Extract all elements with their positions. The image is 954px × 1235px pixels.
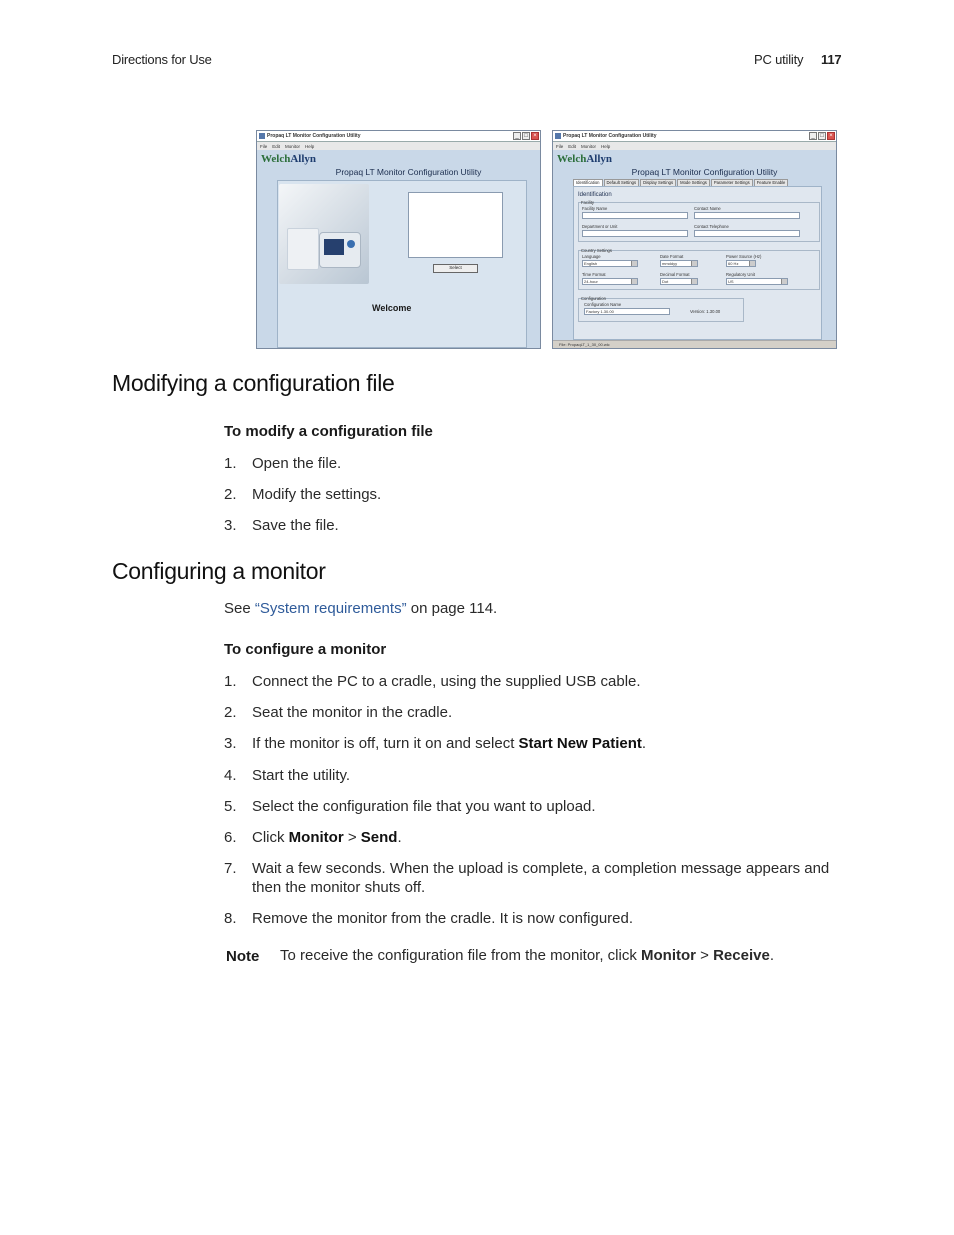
send-menu-term: Send	[360, 829, 398, 846]
logo-part-b: Allyn	[290, 153, 317, 165]
status-bar: File: PropaqLT_1_30_00.wlc	[553, 340, 836, 348]
see-reference	[224, 600, 497, 617]
list-item	[224, 672, 834, 691]
welch-allyn-logo	[261, 153, 316, 165]
menu-help: Help	[305, 143, 315, 149]
menu-edit: Edit	[568, 143, 577, 149]
time-format-label: Time Format	[582, 272, 606, 277]
department-field	[582, 230, 688, 237]
configuration-name-field: Factory 1.30.00	[584, 308, 670, 315]
step-number: 2.	[224, 704, 237, 721]
see-suffix: on page 114.	[406, 600, 498, 617]
window-body	[257, 150, 540, 348]
tab-display-settings: Display Settings	[640, 179, 676, 186]
step-number: 6.	[224, 829, 237, 846]
list-item	[224, 485, 834, 504]
logo-part-b: Allyn	[586, 153, 613, 165]
step-text: Start the utility.	[252, 767, 351, 784]
menu-monitor: Monitor	[285, 143, 301, 149]
tab-default-settings: Default Settings	[604, 179, 640, 186]
note-label: Note	[226, 948, 260, 965]
monitor-menu-term: Monitor	[288, 829, 344, 846]
step-text: Wait a few seconds. When the upload is complete, a completion message appears and then the monitor shuts off.	[252, 860, 830, 896]
contact-name-label: Contact Name	[694, 206, 721, 211]
receive-menu-term: Receive	[713, 947, 770, 964]
note-text-post: .	[769, 947, 774, 964]
step-text	[252, 734, 834, 753]
step-number: 4.	[224, 767, 237, 784]
time-format-dropdown: 24-hour	[582, 278, 638, 285]
note-text-pre: To receive the configuration file from the monitor, click	[280, 947, 641, 964]
step-number: 3.	[224, 735, 237, 752]
page-number: 117	[821, 52, 842, 67]
step-text: Open the file.	[252, 455, 342, 472]
list-item	[224, 859, 834, 897]
close-icon: ×	[531, 132, 539, 140]
contact-name-field	[694, 212, 800, 219]
regulatory-unit-dropdown: US	[726, 278, 788, 285]
tab-identification: Identification	[573, 179, 603, 186]
window-titlebar	[257, 131, 540, 142]
step-text: Connect the PC to a cradle, using the supplied USB cable.	[252, 673, 641, 690]
step-number: 1.	[224, 673, 237, 690]
step-text-mid: >	[343, 829, 361, 846]
facility-name-label: Facility Name	[582, 206, 608, 211]
menu-help: Help	[601, 143, 611, 149]
step-number: 3.	[224, 517, 237, 534]
step-text-pre: Click	[252, 829, 289, 846]
step-number: 7.	[224, 860, 237, 877]
step-text: Remove the monitor from the cradle. It is now configured.	[252, 910, 634, 927]
procedure-title-modify: To modify a configuration file	[224, 423, 433, 440]
tab-feature-enable: Feature Enable	[754, 179, 789, 186]
tab-mode-settings: Mode Settings	[677, 179, 710, 186]
step-text: Seat the monitor in the cradle.	[252, 704, 453, 721]
list-item	[224, 766, 834, 785]
menu-file: File	[556, 143, 564, 149]
section-heading-configuring: Configuring a monitor	[112, 558, 326, 584]
section-heading-modifying: Modifying a configuration file	[112, 370, 395, 396]
power-source-dropdown: 60 Hz	[726, 260, 756, 267]
app-icon	[555, 133, 561, 139]
department-label: Department or Unit	[582, 224, 618, 229]
decimal-format-label: Decimal Format	[660, 272, 690, 277]
step-text: Select the configuration file that you want to upload.	[252, 798, 596, 815]
language-dropdown: English	[582, 260, 638, 267]
date-format-dropdown: mmddyy	[660, 260, 698, 267]
country-settings-label: Country Settings	[581, 248, 612, 253]
file-list-box	[408, 192, 503, 258]
minimize-icon: _	[513, 132, 521, 140]
menu-file: File	[260, 143, 268, 149]
facility-name-field	[582, 212, 688, 219]
list-item	[224, 797, 834, 816]
configuration-name-label: Configuration Name	[584, 302, 622, 307]
step-text-pre: If the monitor is off, turn it on and select	[252, 735, 519, 752]
identification-heading: Identification	[578, 192, 612, 198]
procedure-title-configure: To configure a monitor	[224, 641, 387, 658]
decimal-format-dropdown: Dot	[660, 278, 698, 285]
window-title: Propaq LT Monitor Configuration Utility	[267, 133, 361, 139]
menu-monitor: Monitor	[581, 143, 597, 149]
list-item	[224, 454, 834, 473]
menu-edit: Edit	[272, 143, 281, 149]
step-number: 8.	[224, 910, 237, 927]
welcome-text: Welcome	[372, 303, 412, 313]
monitor-menu-term: Monitor	[641, 947, 696, 964]
step-text: Save the file.	[252, 517, 339, 534]
monitor-device-image	[279, 184, 369, 284]
contact-phone-field	[694, 230, 800, 237]
step-number: 1.	[224, 455, 237, 472]
language-label: Language	[582, 254, 601, 259]
maximize-icon: □	[522, 132, 530, 140]
welch-allyn-logo	[557, 153, 612, 165]
see-prefix: See	[224, 600, 255, 617]
tab-content	[573, 186, 822, 340]
running-header-section: PC utility	[754, 52, 804, 67]
facility-group-label: Facility	[581, 200, 595, 205]
note-text	[280, 947, 774, 964]
list-item	[224, 703, 834, 722]
list-item	[224, 516, 834, 535]
app-icon	[259, 133, 265, 139]
configuration-group-label: Configuration	[581, 296, 606, 301]
running-header-title: Directions for Use	[112, 52, 212, 67]
window-body	[553, 150, 836, 348]
step-number: 5.	[224, 798, 237, 815]
system-requirements-link[interactable]: “System requirements”	[254, 600, 407, 617]
window-titlebar	[553, 131, 836, 142]
power-source-label: Power Source (Hz)	[726, 254, 762, 259]
welcome-window-screenshot	[256, 130, 541, 349]
start-new-patient-term: Start New Patient	[518, 735, 642, 752]
regulatory-unit-label: Regulatory Unit	[726, 272, 755, 277]
list-item	[224, 734, 834, 753]
settings-tabs	[573, 179, 822, 186]
logo-part-a: Welch	[557, 153, 587, 165]
version-text: Version: 1.30.00	[690, 309, 721, 314]
step-text	[252, 828, 834, 847]
window-title: Propaq LT Monitor Configuration Utility	[563, 133, 657, 139]
minimize-icon: _	[809, 132, 817, 140]
app-title: Propaq LT Monitor Configuration Utility	[335, 167, 482, 177]
step-text: Modify the settings.	[252, 486, 382, 503]
step-text-post: .	[641, 735, 647, 752]
contact-phone-label: Contact Telephone	[694, 224, 729, 229]
list-item	[224, 909, 834, 928]
app-title: Propaq LT Monitor Configuration Utility	[631, 167, 778, 177]
tab-parameter-settings: Parameter Settings	[711, 179, 753, 186]
step-text-post: .	[397, 829, 402, 846]
configuration-window-screenshot	[552, 130, 837, 349]
select-button: Select	[433, 264, 478, 273]
note-text-mid: >	[695, 947, 714, 964]
maximize-icon: □	[818, 132, 826, 140]
close-icon: ×	[827, 132, 835, 140]
list-item	[224, 828, 834, 847]
date-format-label: Date Format	[660, 254, 684, 259]
logo-part-a: Welch	[261, 153, 291, 165]
step-number: 2.	[224, 486, 237, 503]
